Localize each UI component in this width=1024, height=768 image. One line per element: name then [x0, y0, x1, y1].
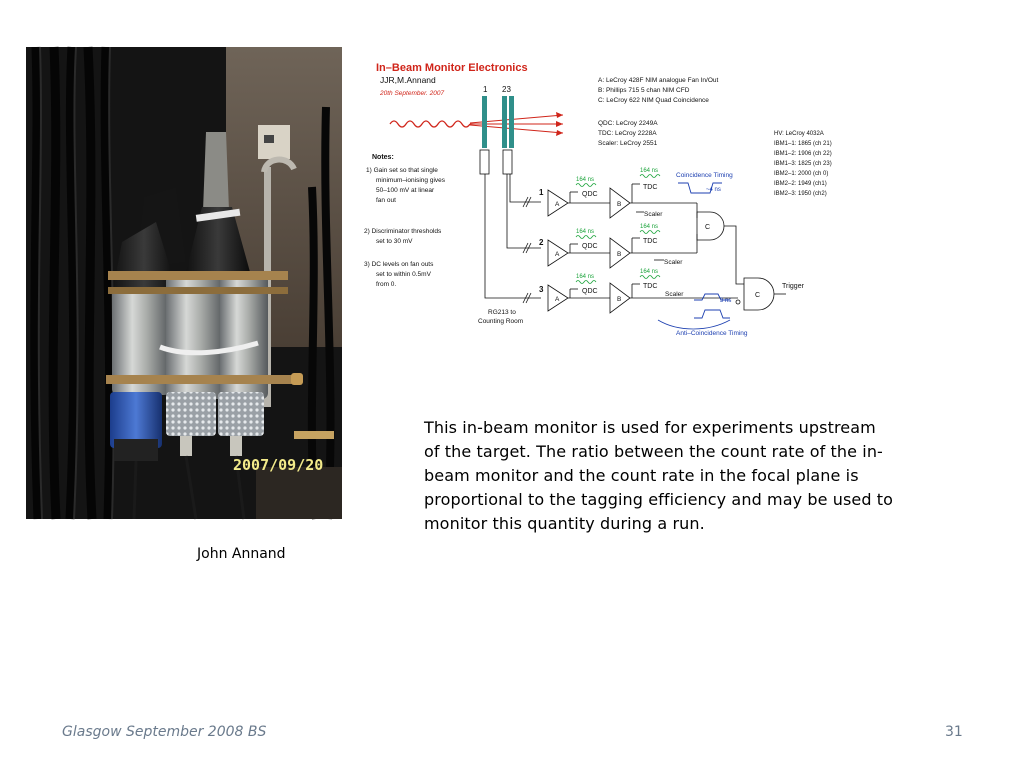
svg-text:QDC: QDC: [582, 191, 598, 198]
trigger-label: Trigger: [782, 283, 804, 290]
channel-label-1: 1: [483, 85, 488, 94]
svg-text:minimum–ionising gives: minimum–ionising gives: [376, 177, 445, 184]
scintillator-2: [502, 96, 507, 148]
svg-text:Scaler: LeCroy 2551: Scaler: LeCroy 2551: [598, 140, 658, 147]
svg-text:IBM2–1: 2000 (ch 0): IBM2–1: 2000 (ch 0): [774, 171, 829, 177]
coincidence-timing-label: Coincidence Timing: [676, 172, 733, 179]
svg-text:C: C: [705, 224, 711, 231]
svg-text:set to within 0.5mV: set to within 0.5mV: [376, 271, 431, 278]
svg-text:A: A: [555, 296, 560, 303]
svg-text:Scaler: Scaler: [664, 259, 683, 266]
cable-label-2: Counting Room: [478, 318, 524, 325]
pmt-2: [503, 150, 512, 174]
svg-text:QDC: LeCroy 2249A: QDC: LeCroy 2249A: [598, 120, 658, 127]
scintillator-3: [509, 96, 514, 148]
svg-text:TDC: LeCroy 2228A: TDC: LeCroy 2228A: [598, 130, 657, 137]
row-2: [548, 224, 697, 268]
svg-text:164 ns: 164 ns: [576, 177, 595, 183]
svg-text:2) Discriminator thresholds: 2) Discriminator thresholds: [364, 228, 442, 235]
svg-text:TDC: TDC: [643, 184, 658, 191]
svg-text:TDC: TDC: [643, 283, 658, 290]
row-number-1: 1: [539, 188, 544, 197]
svg-text:164 ns: 164 ns: [576, 274, 595, 280]
svg-text:A: A: [555, 251, 560, 258]
svg-text:Scaler: Scaler: [665, 291, 684, 298]
svg-text:B: Phillips 715 5 chan NIM CFD: B: Phillips 715 5 chan NIM CFD: [598, 87, 690, 94]
svg-text:A: A: [555, 201, 560, 208]
svg-text:1) Gain set so that single: 1) Gain set so that single: [366, 167, 438, 174]
row-number-3: 3: [539, 285, 544, 294]
electronics-diagram: [358, 52, 832, 347]
photo-caption: John Annand: [197, 546, 286, 562]
svg-text:Scaler: Scaler: [644, 211, 663, 218]
svg-text:TDC: TDC: [643, 238, 658, 245]
svg-text:Notes:: Notes:: [372, 154, 394, 161]
notes: [364, 154, 446, 288]
svg-text:B: B: [617, 251, 622, 258]
svg-text:50–100 mV at linear: 50–100 mV at linear: [376, 187, 435, 194]
svg-text:C: LeCroy 622 NIM Quad Coincid: C: LeCroy 622 NIM Quad Coincidence: [598, 97, 709, 104]
scintillator-1: [482, 96, 487, 148]
svg-text:QDC: QDC: [582, 243, 598, 250]
svg-text:A: LeCroy 428F NIM analogue Fa: A: LeCroy 428F NIM analogue Fan In/Out: [598, 77, 719, 84]
pmt-1: [480, 150, 489, 174]
svg-text:IBM2–3: 1950 (ch2): IBM2–3: 1950 (ch2): [774, 191, 827, 197]
row-number-2: 2: [539, 238, 544, 247]
svg-text:164 ns: 164 ns: [640, 224, 659, 230]
footer-text: Glasgow September 2008 BS: [62, 724, 267, 740]
channel-label-23: 23: [502, 85, 511, 94]
svg-text:C: C: [755, 292, 761, 299]
svg-text:fan out: fan out: [376, 197, 396, 204]
diagram-date: 20th September. 2007: [380, 90, 445, 97]
page-number: 31: [945, 724, 963, 740]
photo-date-stamp: 2007/09/20: [233, 456, 324, 474]
svg-text:IBM1–3: 1825 (ch 23): IBM1–3: 1825 (ch 23): [774, 161, 832, 167]
width-4ns-label: ~4 ns: [706, 187, 721, 193]
svg-text:set to 30 mV: set to 30 mV: [376, 238, 413, 245]
row-1: [548, 168, 697, 218]
diagram-title: In–Beam Monitor Electronics: [376, 62, 528, 74]
svg-text:164 ns: 164 ns: [640, 168, 659, 174]
svg-text:164 ns: 164 ns: [640, 269, 659, 275]
anti-pulse-2: [694, 310, 730, 318]
diagram-author: JJR,M.Annand: [380, 75, 436, 85]
svg-text:IBM2–2: 1949 (ch1): IBM2–2: 1949 (ch1): [774, 181, 827, 187]
svg-text:3) DC levels on fan outs: 3) DC levels on fan outs: [364, 261, 434, 268]
width-3ns-label: 3 ns: [720, 298, 732, 304]
detector-photo: [26, 47, 342, 519]
cable-label-1: RG213 to: [488, 309, 516, 316]
svg-text:QDC: QDC: [582, 288, 598, 295]
svg-text:HV: LeCroy 4032A: HV: LeCroy 4032A: [774, 131, 824, 137]
svg-text:from 0.: from 0.: [376, 281, 397, 288]
coincidence-unit: [697, 203, 744, 284]
svg-text:164 ns: 164 ns: [576, 229, 595, 235]
svg-text:B: B: [617, 296, 622, 303]
legend-units: [598, 77, 719, 104]
svg-text:IBM1–1: 1865 (ch 21): IBM1–1: 1865 (ch 21): [774, 141, 832, 147]
legend-modules: [598, 120, 658, 147]
diagram-svg: [358, 52, 832, 347]
anti-coincidence-label: Anti–Coincidence Timing: [676, 330, 748, 337]
svg-text:IBM1–2: 1906 (ch 22): IBM1–2: 1906 (ch 22): [774, 151, 832, 157]
svg-text:B: B: [617, 201, 622, 208]
row-3: [548, 269, 738, 313]
beam-wave: [390, 121, 470, 127]
trigger-unit: [736, 278, 805, 310]
hv-list: [774, 131, 832, 197]
description-text: This in-beam monitor is used for experiments upstream of the target. The ratio between the count rate of the in-beam monitor and the count rate in the focal plane is proportional to the tagging efficiency and may be used to monitor this quantity during a run.: [424, 418, 894, 533]
